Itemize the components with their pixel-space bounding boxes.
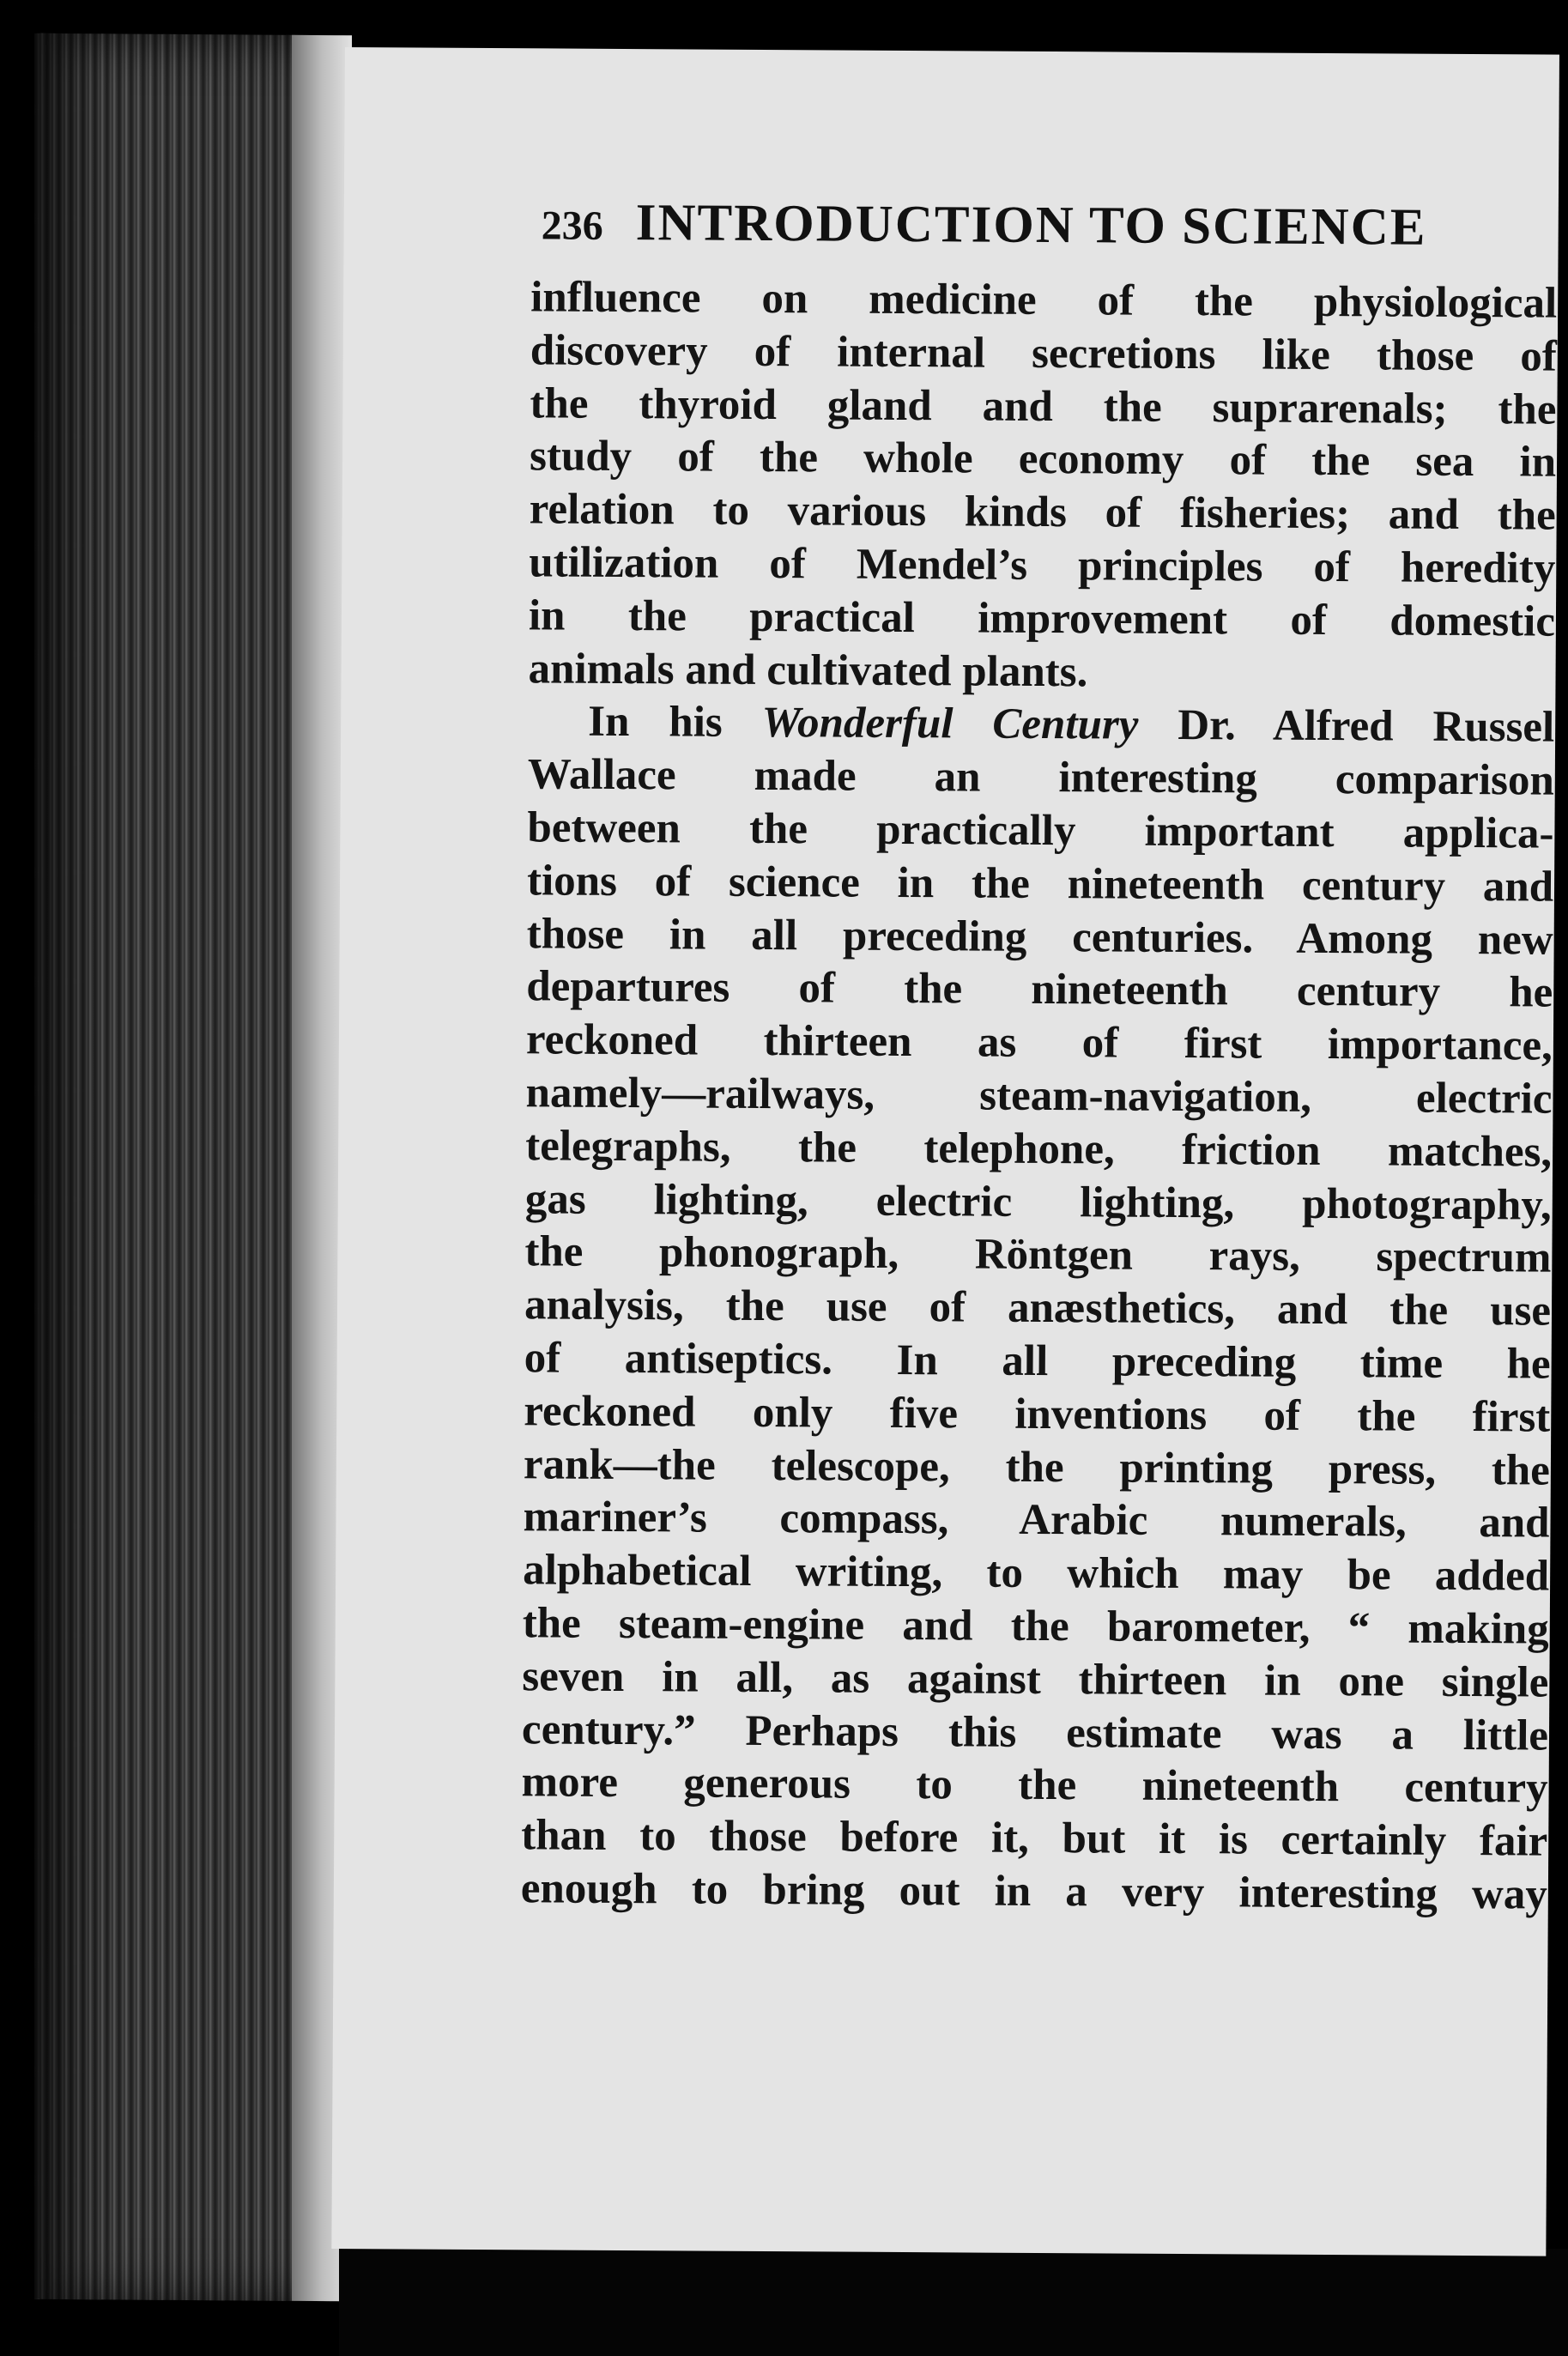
text-line: Wallace made an interesting comparison: [527, 750, 1554, 805]
text-line: the steam-engine and the barometer, “ making: [522, 1599, 1549, 1654]
text-line: analysis, the use of anæsthetics, and the use: [524, 1281, 1552, 1335]
text-line: namely—railways, steam-navigation, electric: [525, 1069, 1553, 1123]
text-line: relation to various kinds of fisheries; and the: [529, 485, 1556, 540]
text-line: those in all preceding centuries. Among new: [526, 909, 1553, 965]
running-head: INTRODUCTION TO SCIENCE: [635, 194, 1427, 257]
text-line: telegraphs, the telephone, friction matches,: [525, 1122, 1553, 1177]
text-line: tions of science in the nineteenth century and: [526, 857, 1554, 912]
text-line: study of the whole economy of the sea in: [529, 432, 1557, 488]
text-line: in the practical improvement of domestic: [528, 591, 1556, 646]
text-line: more generous to the nineteenth century: [521, 1758, 1548, 1813]
scan-border: [339, 2249, 1568, 2356]
page-header: [542, 192, 1486, 258]
text-line: than to those before it, but it is certainly fair: [521, 1811, 1548, 1866]
text-line: rank—the telescope, the printing press, the: [523, 1439, 1551, 1495]
text-line: influence on medicine of the physiological: [530, 273, 1558, 328]
page-number: 236: [541, 203, 603, 249]
book-page: [331, 47, 1559, 2256]
body-text: [521, 271, 1558, 1922]
text-line: seven in all, as against thirteen in one single: [522, 1652, 1549, 1707]
text-line: enough to bring out in a very interesting way: [520, 1864, 1548, 1919]
book-title: Wonderful Century: [761, 699, 1139, 750]
text-line: century.” Perhaps this estimate was a little: [521, 1705, 1549, 1760]
text-line: reckoned only five inventions of the first: [524, 1387, 1551, 1442]
text-line: reckoned thirteen as of first importance,: [525, 1015, 1553, 1070]
text-line: utilization of Mendel’s principles of heredity: [529, 538, 1556, 593]
text-line: between the practically important applica-: [527, 803, 1554, 858]
text-line: animals and cultivated plants.: [528, 644, 1088, 696]
book-page-edges: [34, 33, 352, 2302]
text-fragment: In his: [588, 698, 762, 748]
text-line: of antiseptics. In all preceding time he: [524, 1334, 1551, 1389]
text-fragment: Dr. Alfred Russel: [1138, 701, 1555, 752]
text-line: gas lighting, electric lighting, photography,: [524, 1174, 1552, 1230]
text-line: alphabetical writing, to which may be added: [522, 1546, 1550, 1601]
text-line: the thyroid gland and the suprarenals; the: [530, 379, 1557, 434]
paragraph-start-line: [528, 696, 1554, 755]
text-line: the phonograph, Röntgen rays, spectrum: [524, 1227, 1552, 1282]
text-line: departures of the nineteenth century he: [526, 962, 1553, 1017]
text-line: discovery of internal secretions like those of: [530, 326, 1557, 381]
text-line: mariner’s compass, Arabic numerals, and: [523, 1493, 1550, 1547]
